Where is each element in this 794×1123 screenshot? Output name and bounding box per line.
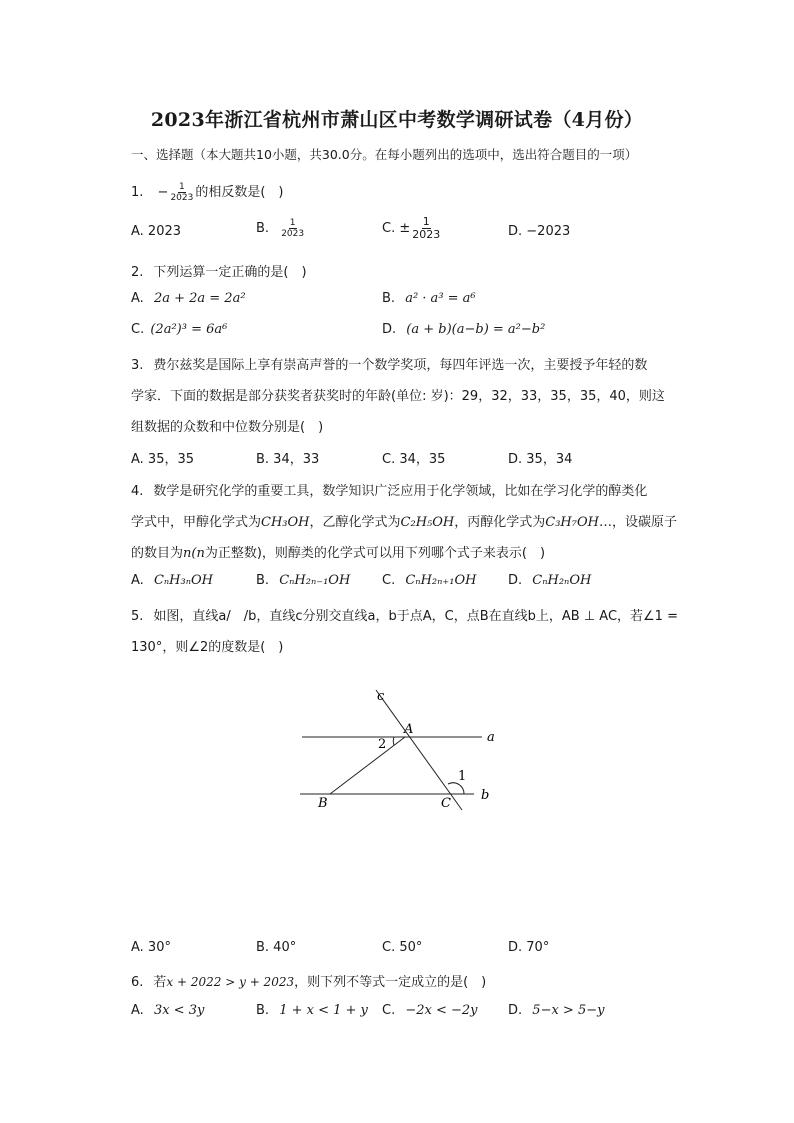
question-number: 1. (131, 185, 144, 200)
question-3-line-3: 组数据的众数和中位数分别是( ) (131, 420, 324, 435)
option-c[interactable]: C. CₙH₂ₙ₊₁OH (382, 573, 477, 588)
label-angle-1: 1 (458, 769, 467, 784)
option-c[interactable]: C. 34，35 (382, 452, 446, 467)
option-a[interactable]: A. 3x < 3y (131, 1003, 205, 1018)
option-c[interactable]: C. −2x < −2y (382, 1003, 478, 1018)
angle-1-arc (448, 783, 464, 794)
question-1: 1. − $\frac{1}{2023}$ 的相反数是( ) (131, 182, 284, 203)
option-b[interactable]: B. 1 + x < 1 + y (256, 1003, 368, 1018)
question-3-line-2: 学家．下面的数据是部分获奖者获奖时的年龄(单位: 岁)：29，32，33，35，35，40，则这 (131, 389, 665, 404)
page-title: 2023年浙江省杭州市萧山区中考数学调研试卷（4月份） (150, 109, 644, 131)
option-d[interactable]: D. 5−x > 5−y (508, 1003, 605, 1018)
option-a[interactable]: A. 35，35 (131, 452, 195, 467)
label-c: c (377, 689, 385, 704)
option-b[interactable]: B. a² · a³ = a⁶ (382, 291, 476, 306)
option-c[interactable]: C. (2a²)³ = 6a⁶ (131, 322, 228, 337)
label-angle-2: 2 (378, 737, 387, 752)
fraction: $\frac{1}{2023}$ (170, 182, 194, 203)
option-d[interactable]: D. 70° (508, 940, 550, 955)
label-point-b: B (318, 796, 328, 811)
label-point-c: C (441, 796, 451, 811)
question-4-line-2: 学式中，甲醇化学式为CH₃OH，乙醇化学式为C₂H₅OH，丙醇化学式为C₃H₇OH…，设碳原子 (131, 515, 677, 530)
option-a[interactable]: A. CₙH₃ₙOH (131, 573, 213, 588)
question-4: 4. 数学是研究化学的重要工具，数学知识广泛应用于化学领域，比如在学习化学的醇类化 (131, 484, 648, 499)
option-a[interactable]: A. 2023 (131, 224, 182, 239)
section-heading: 一、选择题（本大题共10小题，共30.0分。在每小题列出的选项中，选出符合题目的一项） (131, 147, 638, 162)
segment-ab (330, 737, 405, 794)
option-c[interactable]: C. ± $\frac{1}{2023}$ (382, 215, 441, 241)
option-b[interactable]: B. $\frac{1}{2023}$ (256, 218, 305, 239)
label-a: a (487, 730, 495, 745)
question-stem: 的相反数是( ) (195, 185, 284, 200)
option-c[interactable]: C. 50° (382, 940, 423, 955)
geometry-figure (290, 680, 510, 815)
question-5: 5. 如图，直线a/ /b，直线c分别交直线a，b于点A，C，点B在直线b上，AB ⊥ AC，若∠1 = (131, 609, 678, 624)
option-d[interactable]: D. −2023 (508, 224, 571, 239)
option-d[interactable]: D. CₙH₂ₙOH (508, 573, 592, 588)
label-point-a: A (404, 722, 414, 737)
option-a[interactable]: A. 30° (131, 940, 171, 955)
option-b[interactable]: B. 34，33 (256, 452, 320, 467)
question-6: 6. 若x + 2022 > y + 2023，则下列不等式一定成立的是( ) (131, 975, 487, 990)
option-b[interactable]: B. 40° (256, 940, 297, 955)
option-d[interactable]: D. 35，34 (508, 452, 573, 467)
question-4-line-3: 的数目为n(n为正整数)，则醇类的化学式可以用下列哪个式子来表示( ) (131, 546, 546, 561)
question-3: 3. 费尔兹奖是国际上享有崇高声誉的一个数学奖项，每四年评选一次，主要授予年轻的数 (131, 358, 648, 373)
option-d[interactable]: D. (a + b)(a−b) = a²−b² (382, 322, 546, 337)
label-b: b (481, 788, 490, 803)
option-a[interactable]: A. 2a + 2a = 2a² (131, 291, 246, 306)
option-b[interactable]: B. CₙH₂ₙ₋₁OH (256, 573, 351, 588)
angle-2-arc (393, 737, 394, 745)
line-c (376, 690, 462, 810)
question-2: 2. 下列运算一定正确的是( ) (131, 265, 307, 280)
question-5-line-2: 130°，则∠2的度数是( ) (131, 640, 284, 655)
